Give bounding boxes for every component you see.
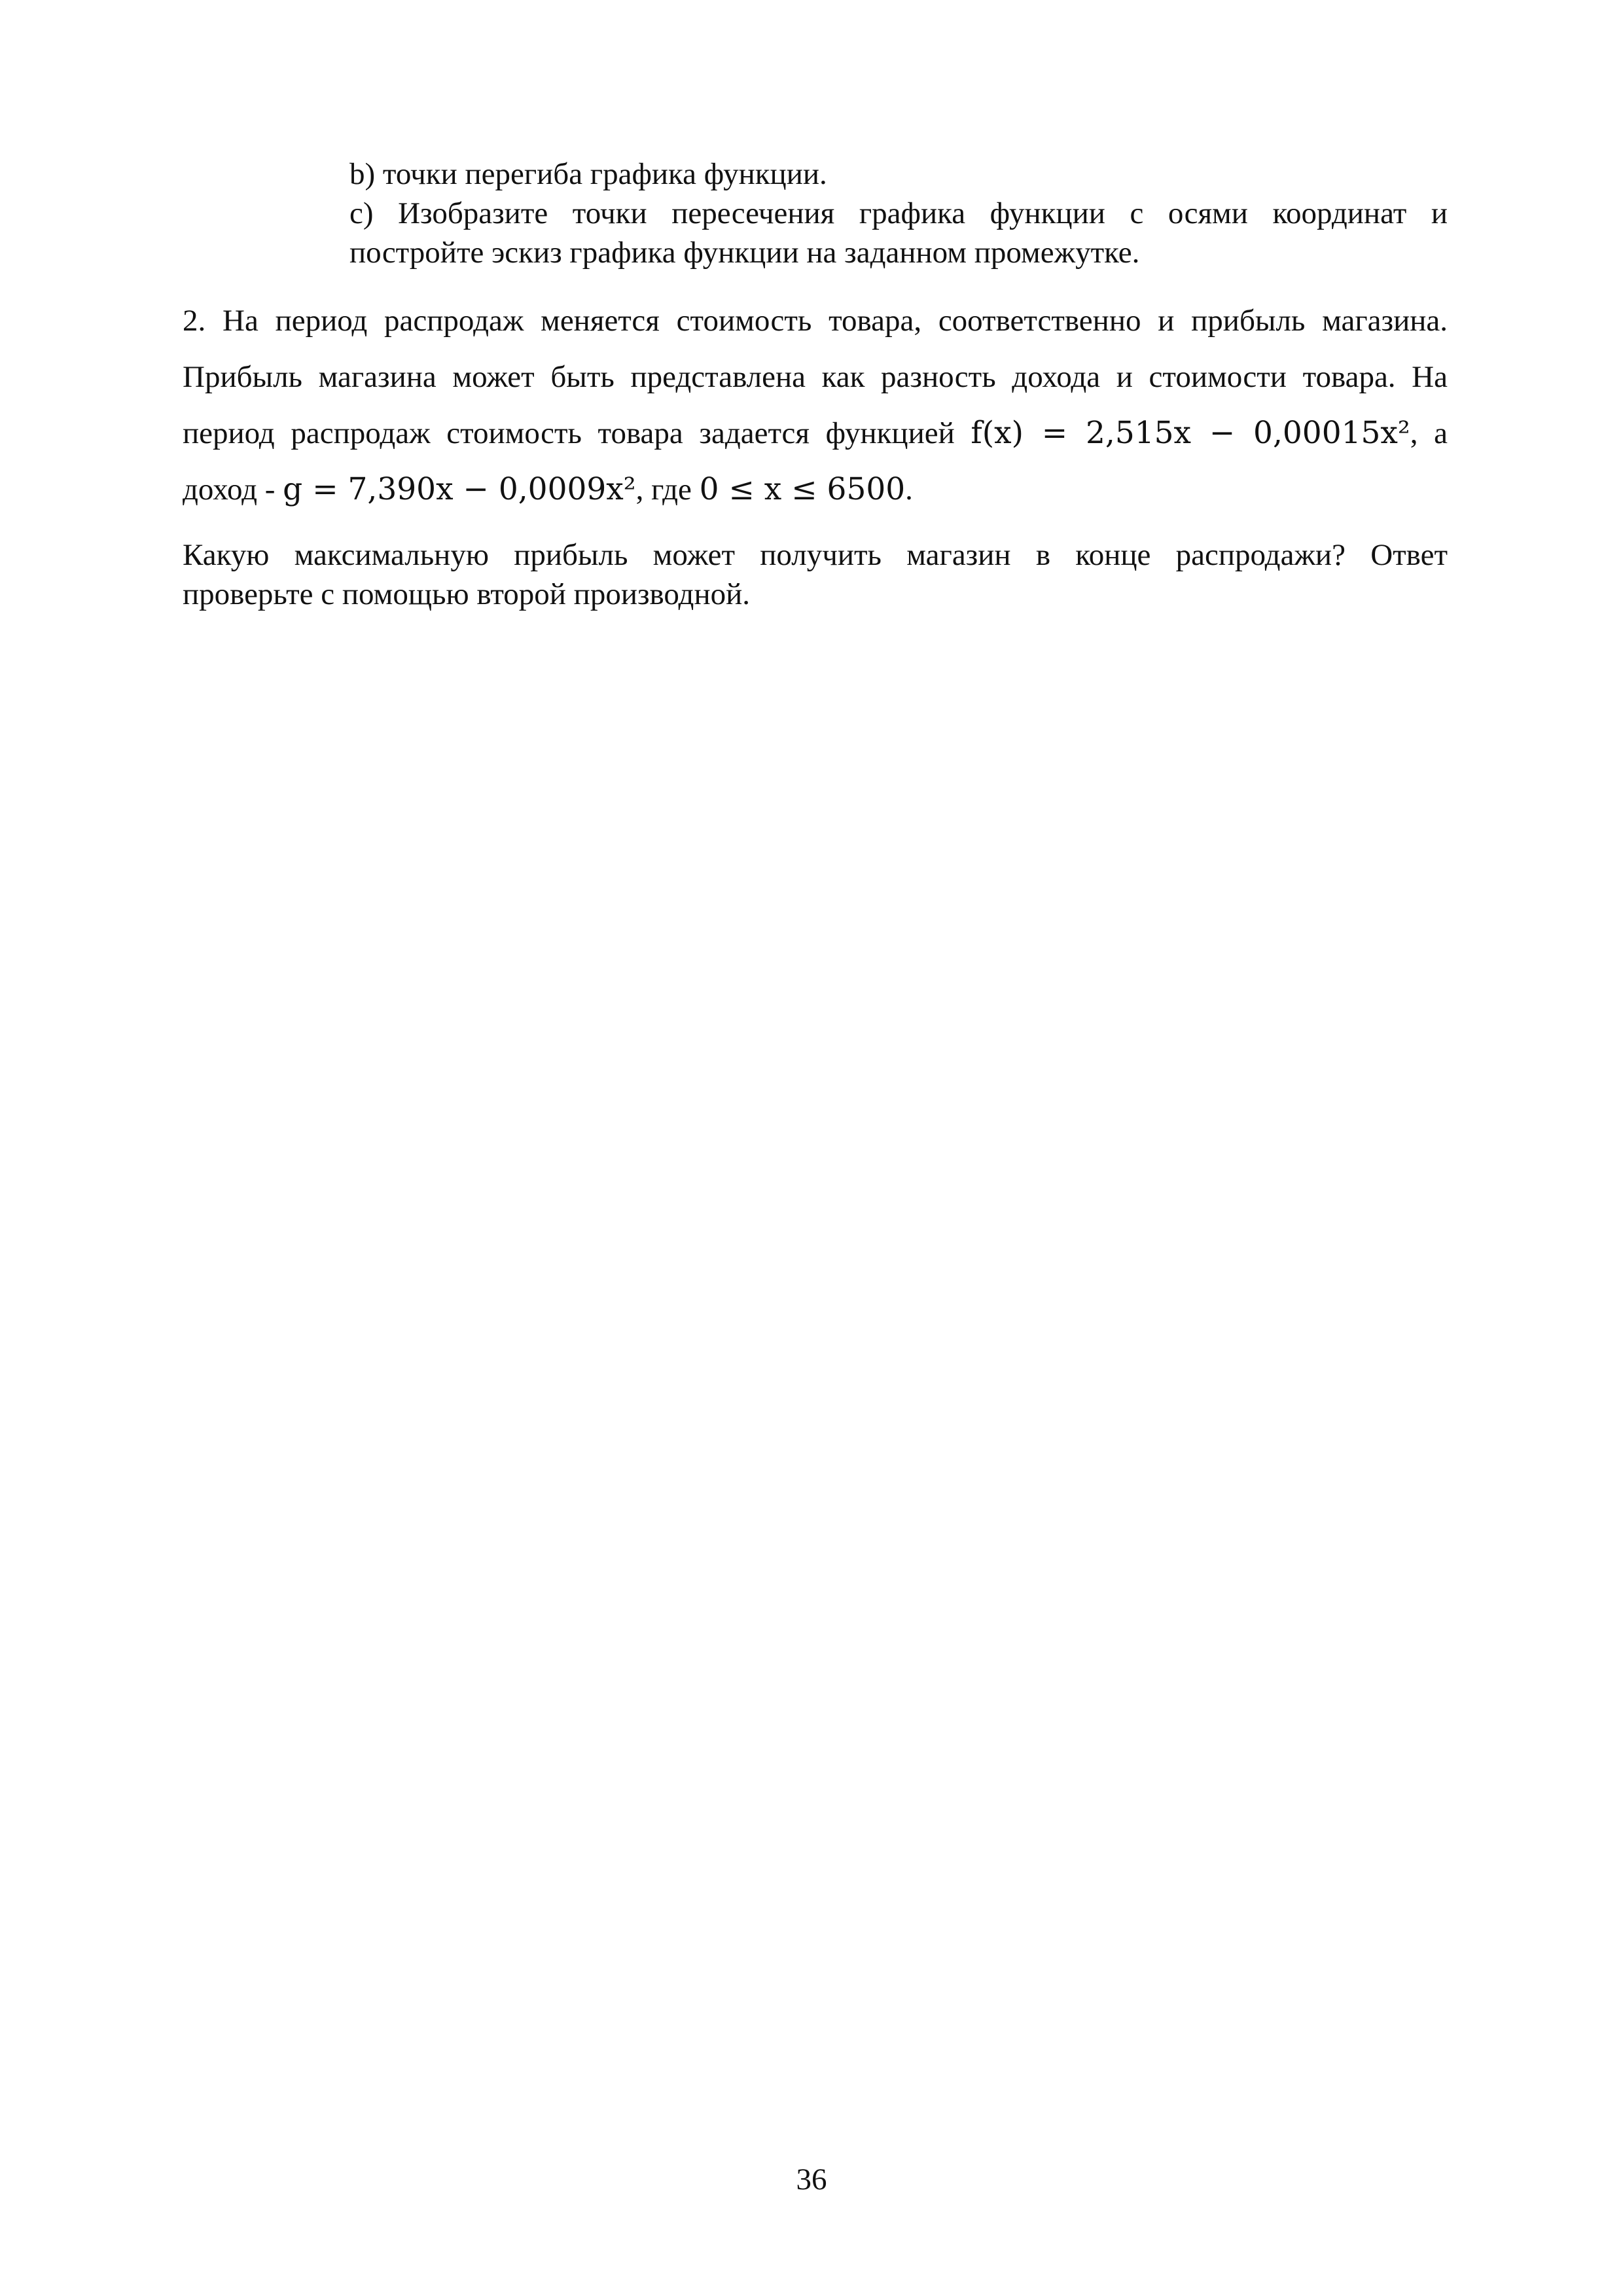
list-item-c-line1: c) Изобразите точки пересечения графика функции с осями координат и	[349, 196, 1448, 230]
domain-range-formula: 0 ≤ x ≤ 6500	[699, 471, 906, 507]
problem-2-line4-text: доход -	[183, 473, 276, 507]
problem-2-line4	[183, 470, 1448, 509]
problem-2-line4-mid: , где	[635, 473, 692, 507]
problem-2-line2: Прибыль магазина может быть представлена как разность дохода и стоимости товара. На	[183, 360, 1448, 394]
problem-2-line3-text: период распродаж стоимость товара задается функцией	[183, 416, 955, 450]
question-line2: проверьте с помощью второй производной.	[183, 577, 751, 611]
problem-2	[183, 301, 1448, 614]
question-line1: Какую максимальную прибыль может получить магазин в конце распродажи? Ответ	[183, 538, 1448, 572]
list-item-b: b) точки перегиба графика функции.	[349, 157, 827, 191]
problem-2-line1: 2. На период распродаж меняется стоимость товара, соответственно и прибыль магазина.	[183, 304, 1448, 338]
list-items	[349, 154, 1448, 272]
problem-2-line3-tail: , а	[1410, 416, 1448, 450]
cost-function-formula: f(x) = 2,515x − 0,00015x²	[971, 415, 1410, 451]
income-function-formula: g = 7,390x − 0,0009x²	[283, 471, 636, 507]
problem-2-line4-tail: .	[905, 473, 913, 507]
page-number: 36	[796, 2162, 827, 2197]
problem-2-line3	[183, 414, 1448, 453]
list-item-c-line2: постройте эскиз графика функции на заданном промежутке.	[349, 236, 1140, 270]
